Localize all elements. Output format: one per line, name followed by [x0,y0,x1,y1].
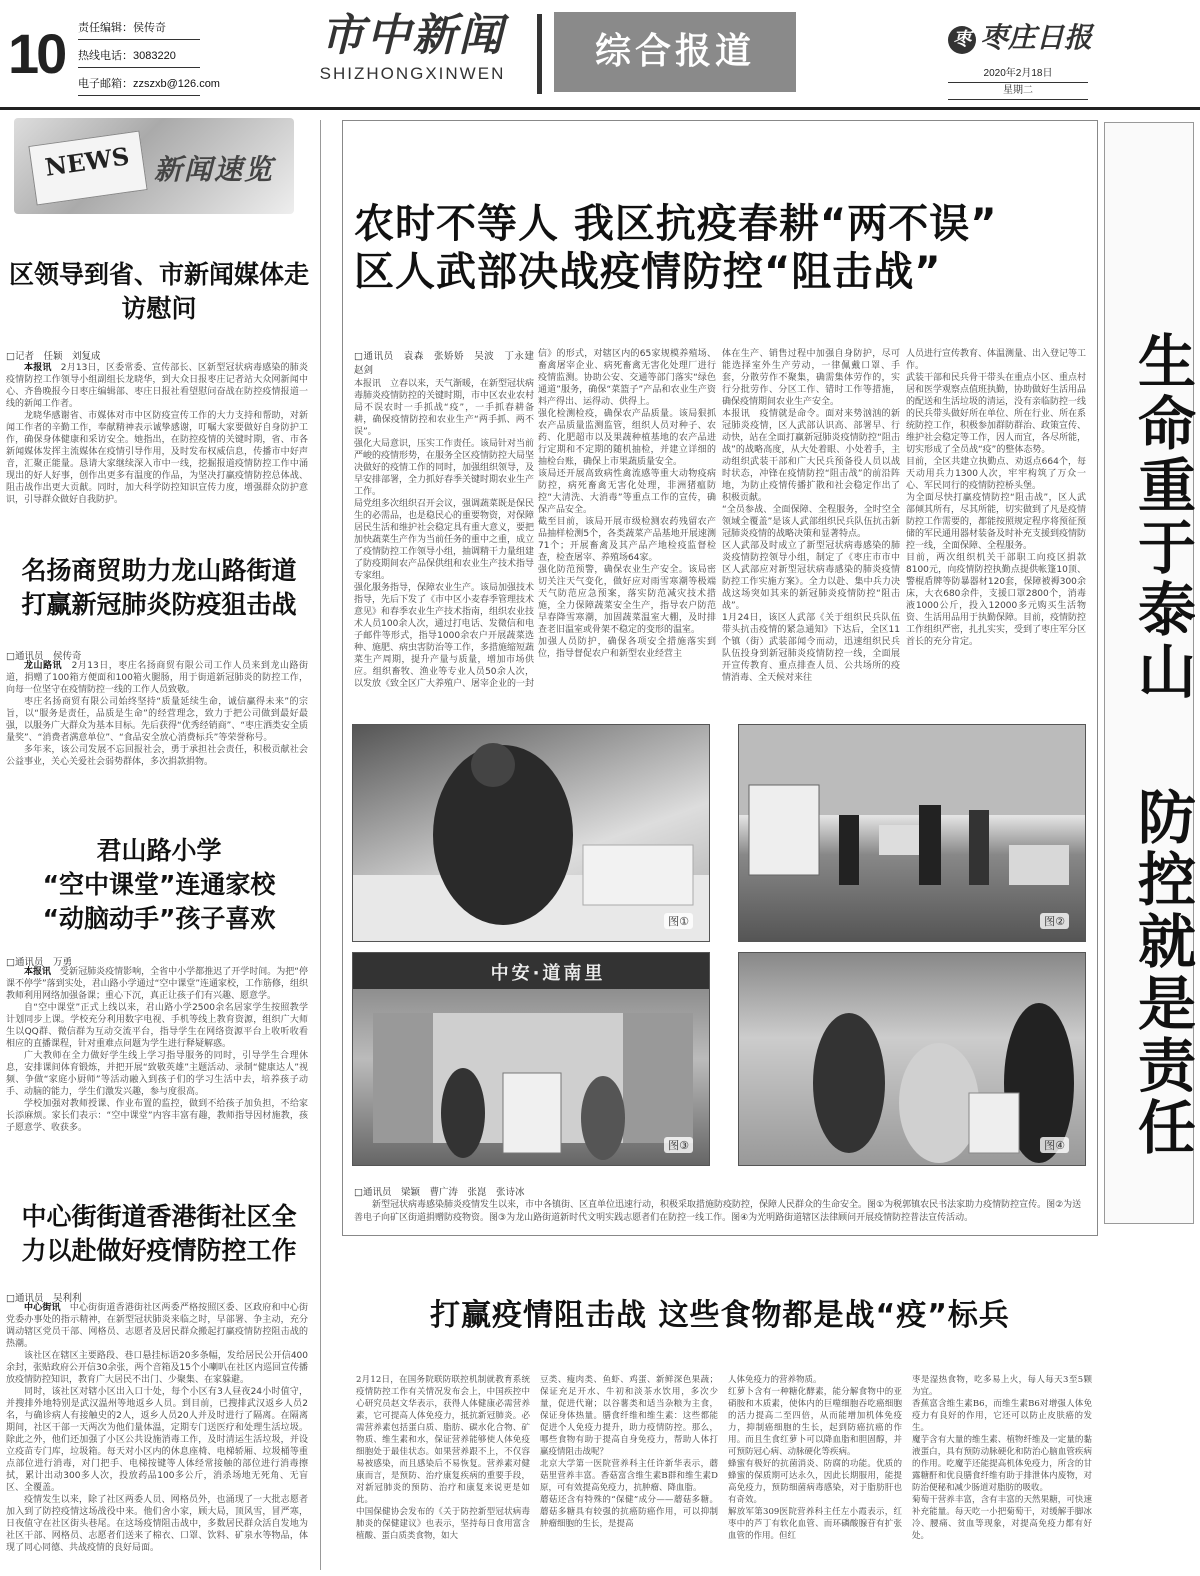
dateline: 本报讯 [24,363,52,373]
main-article-col-2: 信》的形式，对辖区内的65家规模养殖场、畜禽屠宰企业、病死畜禽无害化处理厂进行疫情监测。协助公安、交通等部门落实“绿色通道”服务，确保“菜篮子”产品和农业生产资料产得出、运得动、供得上。 强化检测检疫，确保农产品质量。该局狠抓农产品质量监测监管，组织人员对种子、农药、化肥超市以及果蔬种植基地的农产品进行定期和不定期的随机抽检，并建立详细的抽检台账，确保上市果蔬质量安全。 该局还开展高致病性禽流感等重大动物疫病防控，病死畜禽无害化处理，非洲猪瘟防控“大清洗、大消毒”等重点工作的宣传，确保产品安全。 截至目前，该局开展市级检测农药残留农产品抽样检测5个，各类蔬菜产品基地开展速测71个；开展畜禽及其产品产地检疫监督检查，检查屠宰、养殖场64家。 强化防范预警，确保农业生产安全。该局密切关注天气变化，做好应对雨雪寒潮等极端天气防范应急预案，落实防范减灾技术措施，全力保障蔬菜安全生产，指导农户防范早春降雪寒潮，加固蔬菜温室大棚，及时排查老旧温室或骨架不稳定的变形的温室。 加强人员防护，确保各项安全措施落实到位，指导督促农户和新型农业经营主 [538,349,716,659]
caption-byline: □通讯员 梁颖 曹广涛 张崑 张诗冰 [354,1187,525,1198]
page-number: 10 [8,22,65,85]
photo-3 [352,952,710,1166]
photo-sign: 中安·道南里 [490,963,606,984]
issue-date: 2020年2月18日 [948,66,1088,83]
dateline: 本报讯 [24,967,52,977]
news-badge [14,118,294,214]
dateline: 龙山路讯 [24,661,63,671]
article-title [6,554,312,622]
photo-caption [354,1186,1084,1225]
page-header [0,0,1200,110]
dateline [948,66,1088,100]
issue-weekday: 星期二 [948,83,1088,100]
bottom-article-title: 打赢疫情阻击战 这些食物都是战“疫”标兵 [430,1298,1010,1333]
article-title [6,1200,312,1268]
column-divider [320,120,321,1570]
main-article-col-4: 人员进行宣传教育、体温测量、出入登记等工作。 武装干部和民兵骨干带头在重点小区、重点村居和医学观察点值班执勤，协助做好生活用品的配送和生活垃圾的清运，没有亲临防控一线的民兵带头做好所在单位、所在行业、所在系统防控工作，积极参加群防群治、政策宣传、维护社会稳定等工作，因人而宜，各尽所能，切实形成了全员战“疫”的整体态势。 目前，全区共建立执勤点、劝返点664个，每天动用兵力1300人次，牢牢构筑了万众一心、军民同行的疫情防控桥头堡。 为全面尽快打赢疫情防控“阻击战”，区人武部倾其所有，尽其所能，切实做到了凡是疫情防控工作需要的，都能按照规定程序将预征预储的军民通用器材装备及时补充支援到疫情防控一线，全面保障、全程服务。 目前，两次组织机关干部职工向疫区捐款8100元，向疫情防控执勤点提供帐篷10顶、警棍盾牌等防暴器材120套，保障被褥300余床，大衣680余件，支援口罩2800个，消毒液1000公斤，投入12000多元购买生活物资、生活用品用于执勤保障。目前，疫情防控工作组织严密，扎扎实实，受到了枣庄军分区首长的充分肯定。 [906,349,1086,647]
brand-logo [305,8,520,98]
newspaper-name [948,16,1098,62]
article-body [6,966,308,1152]
title-line: 打赢新冠肺炎防疫狙击战 [21,590,297,619]
article-byline: □通讯员 侯传奇 [6,651,82,662]
paragraph: 疫情发生以来，除了社区两委人员、网格员外，也涌现了一大批志愿者加入到了防控疫情这场战役中来。他们舍小家，顾大局，顶风雪，冒严寒，日夜值守在社区街头巷尾。在这场疫情阻击战中，多数居民群众活自发地为社区干部、网格员、志愿者们送来了棉衣、口罩、饮料、矿泉水等物品，体现了同心同德、共战疫情的良好局面。 [6,1495,308,1553]
title-line: “动脑动手”孩子喜欢 [42,904,276,933]
section-title: 综合报道 [554,12,796,92]
main-title-line-2: 区人武部决战疫情防控“阻击战” [354,249,942,295]
header-divider [537,14,542,94]
caption-text: 新型冠状病毒感染肺炎疫情发生以来，市中各镇街、区直单位迅速行动，积极采取措施防疫防控，保障人民群众的生命安全。图①为税郭镇农民书法家助力疫情防控宣传。图②为送善电子向矿区街道捐赠防疫物资。图③为龙山路街道新时代文明实践志愿者们在防控一线工作。图④为光明路街道辖区法律顾问开展疫情防控普法宣传活动。 [354,1200,1082,1223]
slogan-part-2: 防控就是责任 [1128,787,1196,1159]
photo-label: 图② [1040,913,1069,929]
slogan-banner [1104,122,1194,1224]
dateline: 中心街讯 [24,1303,61,1313]
hotline-info: 热线电话：3083220 [78,44,200,68]
photo-4 [738,952,1086,1166]
title-line: 区领导到省、市新闻媒体走 [8,260,309,289]
photo-illustration [353,725,710,942]
title-line: 访慰问 [121,294,197,323]
brand-pinyin: SHIZHONGXINWEN [319,64,506,83]
photo-label: 图④ [1040,1137,1069,1153]
photo-label: 图③ [664,1137,693,1153]
article-title [6,834,312,936]
bottom-article-col-4: 枣是湿热食物，吃多易上火，每人每天3至5颗为宜。 香蕉富含维生素B6，而维生素B6对增强人体免疫力有良好的作用，它还可以防止皮肤癌的发生。 魔芋含有大量的维生素、植物纤维及一定量的黏液蛋白，具有预防动脉硬化和防治心脑血管疾病的作用。吃魔芋还能提高机体免疫力，所含的甘露糖酐和优良膳食纤维有助于排泄体内废物，对防治便秘和减少肠道对脂肪的吸收。 菊萄干营养丰富，含有丰富的天然果糖，可快速补充能量。每天吃一小把菊萄干，对缓解手脚冰冷、腰痛、贫血等现象，对提高免疫力都有好处。 [912,1375,1092,1541]
paragraph: 中心街街道香港街社区两委严格按照区委、区政府和中心街党委办事处的指示精神，在新型冠状肺炎来临之时，早部署、争主动，充分调动辖区党员干部、网格员、志愿者及居民群众搬起打赢疫情防控阻击战的热潮。 [6,1303,308,1349]
paragraph: 受新冠肺炎疫情影响，全省中小学都推迟了开学时间。为把“停课不停学”落到实处，君山路小学通过“空中课堂”连通家校，工作筋修，组织教师利用网络加强备课；重心下沉，真正让孩子们有兴趣、愿意学。 [6,967,308,1001]
title-line: 君山路小学 [96,836,222,865]
main-title-line-1: 农时不等人 我区抗疫春耕“两不误” [354,201,998,247]
photo-illustration [739,953,1086,1166]
paragraph: 龙晓华感谢省、市媒体对市中区防疫宣传工作的大力支持和帮助，对新闻工作者的辛勤工作，奉献精神表示诚挚感谢，叮嘱大家要做好自身防护工作，确保身体健康和采访安全。她指出，在防控疫情的关键时期，省、市各新闻媒体发挥主流媒体在疫情引导作用，及时发布权威信息，传播市中好声音，汇聚正能量。恳请大家继续深入市中一线，挖掘报道疫情防控工作中涌现出的好人好事，创作出更多有温度的作品，为坚决打赢疫情防控总体战、阻击战作出更大贡献。同时，加大科学防控知识宣传力度，增强群众防护意识，引导群众做好自我防护。 [6,411,308,505]
article-title [6,258,312,326]
paragraph: 该社区在辖区主要路段、巷口悬挂标语20多条幅，发给居民公开信400余封，张贴政府公开信30余张，两个音箱及15个小喇叭在社区内巡回宣传播放疫情防控知识，教育广大居民不出门、少聚集、在家躲避。 [6,1351,308,1385]
paragraph: 2月13日，区委常委、宣传部长、区新型冠状病毒感染的肺炎疫情防控工作领导小组副组长龙晓华，到大众日报枣庄记者站大众网新闻中心、齐鲁晚报今日枣庄编辑部、枣庄日报社看望慰问奋战在防控疫情报道一线的新闻工作者。 [6,363,308,409]
slogan-part-1: 生命重于泰山 [1128,331,1196,703]
article-byline: □记者 任颖 刘复成 [6,351,101,362]
newspaper-title: 枣庄日报 [980,21,1093,54]
photo-2 [738,724,1086,942]
title-line: “空中课堂”连通家校 [42,870,276,899]
photo-illustration [739,725,1086,942]
paragraph: 学校加强对教师授课、作业布置的监控，做到不给孩子加负担，不给家长添麻烦。家长们表示：“空中课堂”内容丰富有趣，教师指导因材施教，孩子愿意学、收获多。 [6,1099,308,1133]
news-badge-label: 新闻速览 [154,153,275,186]
newspaper-icon: NEWS [28,130,147,205]
main-article-col-1 [354,348,534,714]
editor-info: 责任编辑：侯传奇 [78,16,200,40]
main-article-byline: □通讯员 袁森 张娇娇 吴波 丁永建 赵剑 [354,351,534,376]
paragraph: 同时，该社区对辖小区出入口十处，每个小区有3人昼夜24小时值守，并搜排外地特别是武汉温州等地返乡人员。到目前，已搜排武汉返乡人员2名，与确诊病人有接触史的2人，返乡人员20人并及时进行了隔离。在隔离期间，社区干部一天两次为他们量体温，定期专门送医疗和处理生活垃圾。除此之外，他们还加强了小区公共设施消毒工作，及时清运生活垃圾，并设立疫苗专门库，垃圾箱。每天对小区内的休息座椅、电梯轿厢、垃圾桶等重点部位进行消毒，对门把手、电梯按键等人体经常接触的部位进行消毒擦拭，累计出动300多人次，投放药品100多公斤，消杀场地无死角、无盲区、全覆盖。 [6,1387,308,1493]
title-line: 中心街街道香港街社区全 [21,1202,297,1231]
paragraph: 广大教师在全力做好学生线上学习指导服务的同时，引导学生合理休息，安排课间体育锻炼，并把开展“致敬英雄”主题活动、录制“健康达人”视频、争做“家庭小厨师”等活动融入到孩子们的学习生活中去，培养孩子动手、动脑的能力，学生们激发兴趣，参与度很高。 [6,1051,308,1097]
article-body [6,660,308,786]
article-body [6,1302,308,1572]
paragraph: 2月13日，枣庄名扬商贸有限公司工作人员来到龙山路街道，捐赠了100箱方便面和100箱火腿肠，用于街道新冠肺炎的防控工作，向每一位坚守在疫情防控一线的工作人员致敬。 [6,661,308,695]
bottom-article-col-2: 豆类、瘦肉类、鱼虾、鸡蛋、新鲜深色果蔬；保证充足开水、牛初和淡茶水饮用，多次少量，促进代谢；以谷薯类和适当杂粮为主食，保证身体热量。膳食纤维和维生素：这些都能促进个人免疫力提升，助力疫情防控。那么，哪些食物有助于提高自身免疫力，帮助人体打赢疫情阻击战呢？ 北京大学第一医院营养科主任许新华表示，蘑菇里营养丰富。香菇富含维生素B群和维生素D原，可有效提高免疫力，抗肿瘤、降血脂。 蘑菇还含有特殊的“保健”成分——蘑菇多糖。蘑菇多糖具有较强的抗癌防癌作用，可以抑制肿瘤细胞的生长，是提高 [540,1375,718,1529]
email-info: 电子邮箱：zzszxb@126.com [78,72,200,96]
paragraph: 自“空中课堂”正式上线以来，君山路小学2500余名居家学生按照教学计划同步上课。学校充分利用数字电视、手机等线上教育资源，组织广大师生以QQ群、微信群为互动交流平台，指导学生在网络资源平台上收听收看相应的直播课程，针对重难点问题为学生进行释疑解惑。 [6,1003,308,1049]
brand-name: 市中新闻 [320,10,505,61]
paragraph: 多年来，该公司发展不忘回报社会，勇于承担社会责任，积极贡献社会公益事业，关心关爱社会弱势群体，多次捐款捐物。 [6,745,308,767]
article-byline: □通讯员 万勇 [6,957,72,968]
photo-label: 图① [664,913,693,929]
newspaper-logo-icon: 枣 [948,26,976,54]
bottom-article-col-3: 人体免疫力的营养物质。 红萝卜含有一种糖化酵素，能分解食物中的亚硝胺和木质素，使体内的巨噬细胞吞吃癌细胞的活力提高二至四倍，从而能增加机体免疫力，抑制癌细胞的生长，起到防癌抗癌的作用。而且生食红萝卜可以降血脂和胆固醇，并可预防冠心病、动脉硬化等疾病。 蜂蜜有极好的抗菌消炎、防腐的功能。优质的蜂蜜的保质期可达永久，因此长期服用，能提高免疫力，预防细菌病毒感染，对于脂肪肝也有奇效。 解放军第309医院营养科主任左小霞表示，红枣中的芦丁有软化血管、而环磷酸腺苷有扩张血管的作用。但红 [728,1375,902,1541]
article-byline: □通讯员 吴利利 [6,1293,82,1304]
title-line: 名扬商贸助力龙山路街道 [21,556,297,585]
main-col-text: 本报讯 立春以来，天气渐暖，在新型冠状病毒肺炎疫情防控的关键时期，市中区农业农村局不误农时一手抓战“疫”，一手抓春耕备耕，确保疫情防控和农业生产“两手抓、两不误”。 强化大局意识，压实工作责任。该局针对当前严峻的疫情形势，在服务全区疫情防控大局坚决做好的疫情工作的同时，加强组织领导，及早安排部署，全力抓好春季关键时期农业生产工作。 局党组多次组织召开会议，强调蔬菜既是保民生的必需品，也是稳民心的重要物资，对保障居民生活和维护社会稳定具有重大意义，要把加快蔬菜生产作为当前任务的重中之重，成立了疫情防控工作领导小组，抽调精干力量组建了防疫期间农产品保供组和农业生产技术指导专家组。 强化服务指导，保障农业生产。该局加强技术指导，先后下发了《市中区小麦春季管理技术意见》和春季农业生产技术指南，组织农业技术人员100余人次，通过打电话、发微信和电子邮件等形式，指导1000余农户开展蔬菜选种、施肥、病虫害防治等工作，多措施缩短蔬菜生产周期，提升产量与质量，增加市场供应。组织畜牧、渔业等专业人员50余人次，以发放《致全区广大养殖户、屠宰企业的一封 [354,379,534,689]
bottom-article-col-1: 2月12日，在国务院联防联控机制就教育系统疫情防控工作有关情况发布会上，中国疾控中心研究员赵文华表示，获得人体健康必需营养素，它可提高人体免疫力，抵抗新冠肺炎。必需营养素包括蛋白质、脂肪、碳水化合物、矿物质、维生素和水，保证营养能够使人体免疫细胞处于最佳状态。如果营养跟不上，不仅容易被感染，而且感染后不易恢复。营养素对健康而言，是预防、治疗康复疾病的重要手段，对新冠肺炎的预防、治疗和康复来说更是如此。 中国保健协会发布的《关于防控新型冠状病毒肺炎的保健建议》也表示，坚持每日食用富含植酸、蛋白质类食物，如大 [356,1375,530,1541]
title-line: 力以赴做好疫情防控工作 [21,1236,297,1265]
article-body [6,362,308,512]
paragraph: 枣庄名扬商贸有限公司始终坚持“质量延续生命，诚信赢得未来”的宗旨，以“服务是责任，品质是生命”的经营理念，致力于把公司做到最好最强，以服务广大群众为基本目标。先后获得“优秀经销商”、“枣庄洒类安全质量奖”、“消费者满意单位”、“食品安全放心消费标兵”等荣誉称号。 [6,697,308,743]
photo-1 [352,724,710,942]
main-article-col-3: 体在生产、销售过程中加强自身防护，尽可能选择室外生产劳动，一律佩戴口罩、手套，分散劳作不聚集，确需集体劳作的，实行分批劳作、分区工作、错时工作等措施，确保疫情期间农业生产安全。 本报讯 疫情就是命令。面对来势汹汹的新冠肺炎疫情，区人武部认识高、部署早、行动快，站在全面打赢新冠肺炎疫情防控“阻击战”的战略高度，从大处着眼、小处着手，主动组织武装干部和广大民兵预备役人员以战时状态，冲锋在疫情防控“阻击战”的前沿阵地，为防止疫情传播扩散和社会稳定作出了积极贡献。 “全员参战、全面保障、全程服务，全时空全领域全覆盖”是该人武部组织民兵队伍抗击新冠肺炎疫情的战略决策和显著特点。 区人武部及时成立了新型冠状病毒感染的肺炎疫情防控领导小组，制定了《枣庄市市中区人武部应对新型冠状病毒感染的肺炎疫情防控工作实施方案》。全力以赴、集中兵力决战这场突如其来的新冠肺炎疫情防控“阻击战”。 1月24日，该区人武部《关于组织民兵队伍带头抗击疫情的紧急通知》下达后，全区11个镇（街）武装部闻令而动，迅速组织民兵队伍投身到新冠肺炎疫情防控一线，全面展开宣传教育、重点排查人员、公共场所的疫情消毒、全天候对来往 [722,349,900,683]
